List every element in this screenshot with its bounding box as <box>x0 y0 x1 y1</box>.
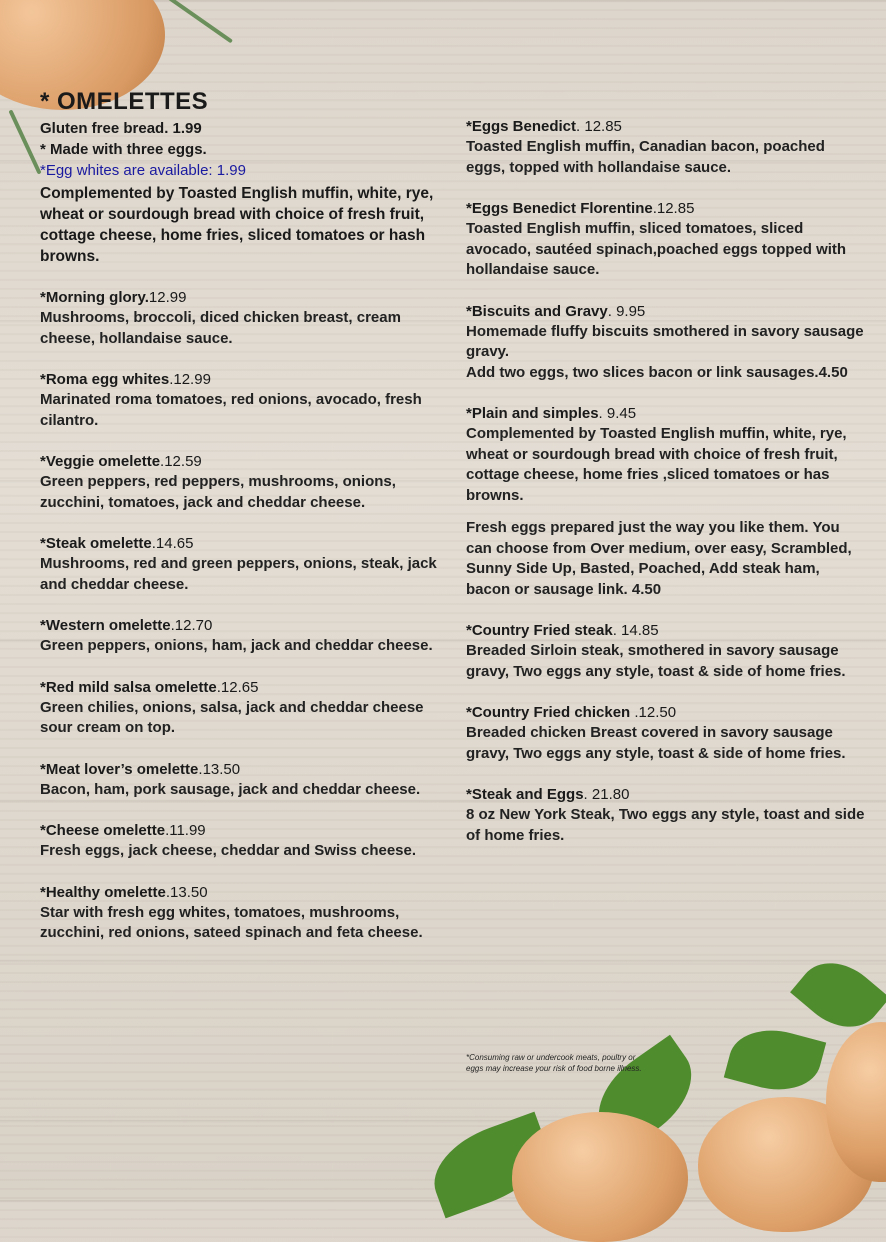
menu-item <box>466 403 866 506</box>
menu-item <box>466 784 866 846</box>
menu-item-price: .13.50 <box>165 883 208 901</box>
menu-item-name: *Roma egg whites <box>40 371 170 388</box>
menu-item-title <box>466 620 866 641</box>
menu-item-price: . 14.85 <box>612 622 659 639</box>
menu-item-name: *Steak and Eggs <box>466 786 584 803</box>
menu-item <box>466 198 866 281</box>
menu-item-description: Fresh eggs prepared just the way you like them. You can choose from Over medium, over easy, Scrambled, Sunny Side Up, Basted, Poached, Add steak ham, bacon or sausage link. 4.50 <box>466 519 852 598</box>
right-menu-column <box>466 116 866 846</box>
menu-item-price: . 21.80 <box>583 786 630 803</box>
rosemary-sprig <box>8 109 41 174</box>
menu-item-price: . 12.85 <box>576 118 622 135</box>
menu-item-title <box>40 369 450 390</box>
menu-item-name: *Plain and simples <box>466 405 599 422</box>
menu-item-description: Green peppers, onions, ham, jack and cheddar cheese. <box>40 637 433 654</box>
menu-item <box>466 116 866 178</box>
menu-item-name: *Morning glory. <box>40 289 149 306</box>
menu-item-description: Breaded chicken Breast covered in savory sausage gravy, Two eggs any style, toast & side of home fries. <box>466 724 846 762</box>
menu-item-price: .14.65 <box>151 535 194 552</box>
menu-item-price: .11.99 <box>165 822 206 839</box>
egg-image-bottom <box>512 1112 688 1242</box>
menu-item-title <box>466 301 866 322</box>
menu-item <box>40 677 450 739</box>
menu-item-title <box>466 198 866 219</box>
menu-item <box>466 702 866 764</box>
menu-item-description: Marinated roma tomatoes, red onions, avocado, fresh cilantro. <box>40 391 422 429</box>
menu-item <box>40 533 450 595</box>
menu-item-price: .12.99 <box>169 371 211 388</box>
menu-item-description: Green chilies, onions, salsa, jack and cheddar cheese sour cream on top. <box>40 698 424 736</box>
food-safety-disclaimer: *Consuming raw or undercook meats, poultry or eggs may increase your risk of food borne illness. <box>466 1053 642 1073</box>
gluten-free-note: Gluten free bread. 1.99 <box>40 120 202 137</box>
menu-item-name: *Eggs Benedict Florentine <box>466 200 653 217</box>
menu-item <box>466 620 866 682</box>
menu-item-title <box>466 403 866 424</box>
menu-item-description: Homemade fluffy biscuits smothered in savory sausage gravy. Add two eggs, two slices bacon or link sausages.4.50 <box>466 322 864 381</box>
menu-item <box>40 451 450 513</box>
menu-item-description: Mushrooms, broccoli, diced chicken breast, cream cheese, hollandaise sauce. <box>40 309 401 347</box>
menu-item-title <box>40 615 450 636</box>
section-title: * OMELETTES <box>40 88 209 115</box>
menu-item-title <box>40 820 450 841</box>
menu-item <box>40 820 450 862</box>
menu-item-name: *Meat lover’s omelette <box>40 760 199 778</box>
menu-item-title <box>40 451 450 472</box>
menu-item-name: *Biscuits and Gravy <box>466 302 608 320</box>
three-eggs-note: * Made with three eggs. <box>40 141 207 158</box>
menu-item-description: Star with fresh egg whites, tomatoes, mushrooms, zucchini, red onions, sateed spinach and feta cheese. <box>40 903 423 941</box>
menu-item-price: .12.65 <box>216 678 259 696</box>
menu-item-name: *Veggie omelette <box>40 453 161 470</box>
menu-item-price: . 9.45 <box>598 405 637 422</box>
menu-item-description: Fresh eggs, jack cheese, cheddar and Swiss cheese. <box>40 842 417 859</box>
rosemary-sprig <box>157 0 233 43</box>
menu-item-title <box>466 702 866 723</box>
menu-item-name: *Western omelette <box>40 617 171 634</box>
menu-item-title <box>40 677 450 698</box>
menu-item <box>466 301 866 384</box>
menu-item-price: .12.59 <box>160 453 202 470</box>
parsley-leaf <box>724 1019 826 1100</box>
menu-item-description: Toasted English muffin, Canadian bacon, poached eggs, topped with hollandaise sauce. <box>466 138 825 176</box>
menu-item-price: .13.50 <box>198 760 241 778</box>
menu-item-name: *Eggs Benedict <box>466 118 577 135</box>
menu-item-description: Breaded Sirloin steak, smothered in savory sausage gravy, Two eggs any style, toast & side of home fries. <box>466 642 846 680</box>
menu-item-description: 8 oz New York Steak, Two eggs any style, toast and side of home fries. <box>466 806 865 844</box>
menu-item-title <box>40 759 450 780</box>
menu-item <box>40 287 450 349</box>
complement-note: Complemented by Toasted English muffin, white, rye, wheat or sourdough bread with choice of fresh fruit, cottage cheese, home fries, sliced tomatoes or hash browns. <box>40 185 434 265</box>
menu-item-description: Toasted English muffin, sliced tomatoes, sliced avocado, sautéed spinach,poached eggs topped with hollandaise sauce. <box>466 220 847 278</box>
menu-item-title <box>466 116 866 137</box>
menu-item-title <box>40 882 450 903</box>
menu-item-name: *Steak omelette <box>40 535 152 552</box>
menu-item-price: .12.85 <box>652 200 695 217</box>
menu-item-title <box>40 533 450 554</box>
menu-item-description: Mushrooms, red and green peppers, onions, steak, jack and cheddar cheese. <box>40 555 437 593</box>
menu-item-name: *Healthy omelette <box>40 883 166 901</box>
menu-item-title <box>40 287 450 308</box>
menu-item-price: 12.99 <box>148 289 187 306</box>
menu-item-name: *Country Fried chicken <box>466 704 631 721</box>
menu-item-price: .12.70 <box>170 617 213 634</box>
menu-item <box>40 369 450 431</box>
menu-item-name: *Country Fried steak <box>466 622 613 639</box>
menu-item <box>40 615 450 657</box>
menu-item <box>40 882 450 944</box>
menu-item-price: .12.50 <box>630 704 677 721</box>
menu-item-description: Green peppers, red peppers, mushrooms, onions, zucchini, tomatoes, jack and cheddar cheese. <box>40 473 396 511</box>
menu-item-name: *Cheese omelette <box>40 822 166 839</box>
menu-item-price: . 9.95 <box>607 302 646 320</box>
menu-item-description: Complemented by Toasted English muffin, white, rye, wheat or sourdough bread with choice of fresh fruit, cottage cheese, home fries ,sliced tomatoes or has browns. <box>466 425 847 504</box>
left-menu-column <box>40 88 450 944</box>
menu-item <box>40 759 450 801</box>
menu-item <box>466 518 866 600</box>
menu-item-description: Bacon, ham, pork sausage, jack and cheddar cheese. <box>40 780 421 798</box>
egg-whites-note: *Egg whites are available: 1.99 <box>40 162 246 179</box>
menu-item-title <box>466 784 866 805</box>
menu-item-name: *Red mild salsa omelette <box>40 678 217 696</box>
